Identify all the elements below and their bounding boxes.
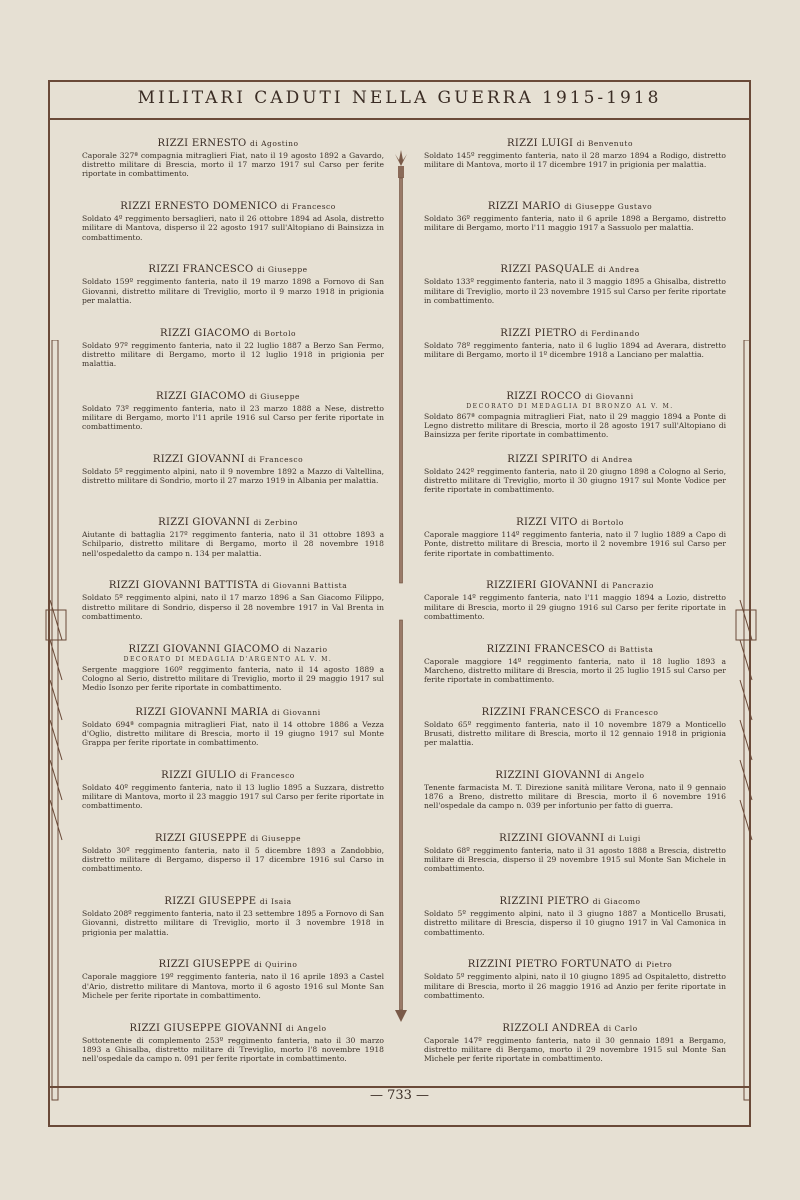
casualty-description: Sergente maggiore 160º reggimento fanteria, nato il 14 agosto 1889 a Cologno al Serio, distretto militare di Treviglio, morto il 29 maggio 1917 sul Medio Isonzo per ferite riportate in combattimento.: [82, 664, 384, 692]
casualty-entry: [414, 833, 726, 883]
parent-name: di Pancrazio: [601, 581, 654, 591]
casualty-description: Caporale 14º reggimento fanteria, nato l'11 maggio 1894 a Lozio, distretto militare di Brescia, morto il 29 giugno 1916 sul Carso per ferite riportate in combattimento.: [424, 593, 726, 621]
casualty-entry: [414, 264, 726, 314]
casualty-description: Soldato 5º reggimento alpini, nato il 3 giugno 1887 a Monticello Brusati, distretto militare di Brescia, disperso il 10 giugno 1917 in Val Camonica in combattimento.: [424, 909, 726, 937]
right-column: [414, 138, 726, 1086]
decoration-note: DECORATO DI MEDAGLIA D'ARGENTO AL V. M.: [123, 655, 333, 663]
casualty-description: Soldato 30º reggimento fanteria, nato il 5 dicembre 1893 a Zandobbio, distretto militare di Bergamo, disperso il 17 dicembre 1916 sul Carso in combattimento.: [82, 846, 384, 874]
parent-name: di Pietro: [635, 960, 673, 970]
casualty-entry: [414, 1023, 726, 1073]
surname: RIZZINI FRANCESCO: [481, 706, 601, 718]
page-number: — 733 —: [369, 1088, 430, 1103]
surname: RIZZOLI ANDREA: [502, 1022, 600, 1034]
decoration-note: DECORATO DI MEDAGLIA DI BRONZO AL V. M.: [466, 402, 674, 410]
casualty-description: Soldato 694ª compagnia mitraglieri Fiat, nato il 14 ottobre 1886 a Vezza d'Oglio, distretto militare di Brescia, morto il 19 giugno 1917 sul Monte Grappa per ferite riportate in combattimento.: [82, 719, 384, 748]
casualty-name: [414, 580, 726, 591]
casualty-name: [414, 264, 726, 275]
fasces-right-icon: [734, 340, 758, 1130]
parent-name: di Giovanni Battista: [261, 581, 348, 591]
casualty-description: Soldato 5º reggimento alpini, nato il 17 marzo 1896 a San Giacomo Filippo, distretto militare di Sondrio, disperso il 28 novembre 1917 in Val Brenta in combattimento.: [82, 593, 384, 621]
surname: RIZZI MARIO: [487, 201, 561, 213]
casualty-description: Soldato 208º reggimento fanteria, nato il 23 settembre 1895 a Fornovo di San Giovanni, distretto militare di Treviglio, morto il 3 novembre 1918 in prigionia per malattia.: [82, 909, 384, 937]
surname: RIZZI PIETRO: [500, 327, 577, 339]
casualty-name: [72, 833, 384, 844]
casualty-entry: [414, 328, 726, 378]
casualty-entry: [72, 1023, 384, 1073]
surname: RIZZI GIOVANNI: [152, 453, 245, 465]
casualty-entry: [72, 454, 384, 504]
parent-name: di Francesco: [280, 202, 336, 212]
surname: RIZZI GIACOMO: [156, 390, 246, 402]
casualty-name: [72, 1023, 384, 1034]
casualty-entry: [72, 896, 384, 946]
casualty-entry: [72, 707, 384, 757]
parent-name: di Carlo: [603, 1023, 638, 1033]
surname: RIZZI GIOVANNI BATTISTA: [108, 580, 259, 592]
casualty-entry: [414, 959, 726, 1009]
surname: RIZZI SPIRITO: [507, 453, 588, 465]
parent-name: di Isaia: [259, 897, 292, 907]
casualty-description: Soldato 4º reggimento bersaglieri, nato il 26 ottobre 1894 ad Asola, distretto militare di Mantova, disperso il 22 agosto 1917 sull'Altopiano di Bainsizza in combattimento.: [82, 214, 384, 242]
surname: RIZZI GIOVANNI: [158, 517, 251, 529]
casualty-entry: [414, 580, 726, 630]
casualty-description: Aiutante di battaglia 217º reggimento fanteria, nato il 31 ottobre 1893 a Schilpario, distretto militare di Bergamo, morto il 28 novembre 1918 nell'ospedaletto da campo n. 134 per malattia.: [82, 530, 384, 558]
casualty-name: [72, 896, 384, 907]
fasces-left-icon: [44, 340, 68, 1130]
casualty-name: [414, 1023, 726, 1034]
casualty-description: Sottotenente di complemento 253º reggimento fanteria, nato il 30 marzo 1893 a Ghisalba, distretto militare di Treviglio, morto l'8 novembre 1918 nell'ospedale da campo n. 091 per ferite riportate in combattimento.: [82, 1035, 384, 1064]
casualty-description: Caporale maggiore 14º reggimento fanteria, nato il 18 luglio 1893 a Marcheno, distretto militare di Brescia, morto il 25 luglio 1915 sul Carso per ferite riportate in combattimento.: [424, 656, 726, 684]
casualty-name: [414, 391, 726, 402]
casualty-name: [72, 770, 384, 781]
casualty-name: [72, 454, 384, 465]
surname: RIZZI GIULIO: [161, 769, 237, 781]
parent-name: di Ferdinando: [580, 328, 640, 338]
casualty-name: [414, 833, 726, 844]
parent-name: di Giacomo: [592, 897, 641, 907]
casualty-description: Soldato 40º reggimento fanteria, nato il 13 luglio 1895 a Suzzara, distretto militare di Mantova, morto il 23 maggio 1917 sul Carso per ferite riportate in combattimento.: [82, 782, 384, 811]
surname: RIZZINI GIOVANNI: [499, 833, 605, 845]
header-rule: [48, 118, 751, 120]
parent-name: di Giuseppe: [249, 391, 300, 401]
casualty-entry: [414, 770, 726, 820]
parent-name: di Francesco: [603, 707, 659, 717]
parent-name: di Francesco: [248, 454, 304, 464]
surname: RIZZI PASQUALE: [500, 264, 595, 276]
parent-name: di Giuseppe Gustavo: [564, 202, 653, 212]
parent-name: di Andrea: [597, 265, 640, 275]
casualty-entry: [414, 896, 726, 946]
casualty-description: Soldato 73º reggimento fanteria, nato il 23 marzo 1888 a Nese, distretto militare di Bergamo, morto l'11 aprile 1916 sul Carso per ferite riportate in combattimento.: [82, 403, 384, 432]
casualty-description: Soldato 145º reggimento fanteria, nato il 28 marzo 1894 a Rodigo, distretto militare di Mantova, morto il 17 dicembre 1917 in prigionia per malattia.: [424, 151, 726, 170]
torch-ornament-icon: [393, 148, 409, 588]
parent-name: di Benvenuto: [576, 139, 633, 148]
surname: RIZZINI PIETRO FORTUNATO: [467, 959, 632, 971]
casualty-entry: [414, 454, 726, 504]
casualty-entry: [414, 644, 726, 694]
casualty-description: Soldato 78º reggimento fanteria, nato il 6 luglio 1894 ad Averara, distretto militare di Bergamo, morto il 1º dicembre 1918 a Lanciano per malattia.: [424, 340, 726, 359]
surname: RIZZI ERNESTO DOMENICO: [120, 201, 278, 213]
casualty-entry: [72, 328, 384, 378]
casualty-name: [72, 264, 384, 275]
casualty-entry: [414, 391, 726, 441]
casualty-name: [414, 896, 726, 907]
parent-name: di Francesco: [239, 770, 295, 780]
casualty-description: Soldato 5º reggimento alpini, nato il 10 giugno 1895 ad Ospitaletto, distretto militare di Brescia, morto il 26 maggio 1916 ad Anzio per ferite riportate in combattimento.: [424, 972, 726, 1000]
page-title: MILITARI CADUTI NELLA GUERRA 1915-1918: [137, 88, 662, 108]
surname: RIZZI FRANCESCO: [148, 264, 254, 276]
casualty-description: Soldato 68º reggimento fanteria, nato il 31 agosto 1888 a Brescia, distretto militare di Brescia, disperso il 29 novembre 1915 sul Monte San Michele in combattimento.: [424, 846, 726, 874]
casualty-description: Soldato 867ª compagnia mitraglieri Fiat, nato il 29 maggio 1894 a Ponte di Legno distretto militare di Brescia, morto il 28 agosto 1917 sull'Altopiano di Bainsizza per ferite riportate in combattimento.: [424, 411, 726, 440]
surname: RIZZI GIUSEPPE GIOVANNI: [129, 1022, 283, 1034]
parent-name: di Quirino: [254, 960, 298, 970]
surname: RIZZINI GIOVANNI: [495, 769, 601, 781]
casualty-entry: [72, 517, 384, 567]
parent-name: di Angelo: [286, 1023, 327, 1033]
surname: RIZZINI PIETRO: [499, 896, 590, 908]
left-column: [72, 138, 384, 1086]
casualty-description: Caporale maggiore 19º reggimento fanteria, nato il 16 aprile 1893 a Castel d'Ario, distretto militare di Mantova, morto il 6 agosto 1916 sul Monte San Michele per ferite riportate in combattimento.: [82, 972, 384, 1000]
parent-name: di Nazario: [282, 644, 328, 654]
casualty-name: [72, 328, 384, 339]
parent-name: di Battista: [608, 644, 654, 654]
parent-name: di Agostino: [250, 139, 299, 148]
parent-name: di Bortolo: [253, 328, 296, 338]
casualty-entry: [72, 580, 384, 630]
casualty-name: [414, 517, 726, 528]
casualty-entry: [414, 201, 726, 251]
casualty-description: Soldato 97º reggimento fanteria, nato il 22 luglio 1887 a Berzo San Fermo, distretto militare di Bergamo, morto il 12 luglio 1918 in prigionia per malattia.: [82, 340, 384, 368]
casualty-entry: [72, 833, 384, 883]
casualty-description: Caporale 147º reggimento fanteria, nato il 30 gennaio 1891 a Bergamo, distretto militare di Bergamo, morto il 29 novembre 1915 sul Monte San Michele per ferite riportate in combattimento.: [424, 1035, 726, 1064]
casualty-entry: [72, 201, 384, 251]
casualty-name: [72, 391, 384, 402]
casualty-description: Soldato 133º reggimento fanteria, nato il 3 maggio 1895 a Ghisalba, distretto militare di Treviglio, morto il 23 novembre 1915 sul Carso per ferite riportate in combattimento.: [424, 277, 726, 305]
surname: RIZZI VITO: [516, 517, 578, 529]
casualty-name: [72, 707, 384, 718]
casualty-entry: [72, 644, 384, 694]
surname: RIZZI GIUSEPPE: [154, 833, 247, 845]
parent-name: di Giovanni: [271, 707, 321, 717]
casualty-name: [72, 959, 384, 970]
parent-name: di Bortolo: [581, 518, 624, 528]
casualty-name: [72, 201, 384, 212]
casualty-entry: [72, 770, 384, 820]
casualty-entry: [72, 264, 384, 314]
casualty-entry: [72, 138, 384, 188]
casualty-description: Caporale maggiore 114º reggimento fanteria, nato il 7 luglio 1889 a Capo di Ponte, distretto militare di Brescia, morto il 2 novembre 1916 sul Carso per ferite riportate in combattimento.: [424, 530, 726, 558]
casualty-description: Soldato 159º reggimento fanteria, nato il 19 marzo 1898 a Fornovo di San Giovanni, distretto militare di Treviglio, morto il 9 marzo 1918 in prigionia per malattia.: [82, 277, 384, 305]
parent-name: di Andrea: [591, 454, 633, 464]
surname: RIZZI LUIGI: [507, 138, 574, 149]
casualty-description: Soldato 65º reggimento fanteria, nato il 10 novembre 1879 a Monticello Brusati, distretto militare di Brescia, morto il 12 gennaio 1918 in prigionia per malattia.: [424, 719, 726, 748]
casualty-name: [414, 201, 726, 212]
casualty-description: Caporale 327ª compagnia mitraglieri Fiat, nato il 19 agosto 1892 a Gavardo, distretto militare di Brescia, morto il 17 marzo 1917 sul Carso per ferite riportate in combattimento.: [82, 151, 384, 179]
casualty-entry: [414, 707, 726, 757]
casualty-entry: [72, 391, 384, 441]
casualty-name: [72, 517, 384, 528]
casualty-name: [72, 644, 384, 655]
casualty-entry: [414, 517, 726, 567]
parent-name: di Giovanni: [584, 391, 634, 401]
parent-name: di Giuseppe: [250, 834, 302, 844]
parent-name: di Luigi: [607, 834, 641, 844]
surname: RIZZI GIOVANNI GIACOMO: [128, 643, 280, 655]
parent-name: di Zerbino: [253, 518, 298, 528]
surname: RIZZI ROCCO: [506, 390, 582, 402]
parent-name: di Angelo: [604, 770, 645, 780]
casualty-name: [414, 770, 726, 781]
surname: RIZZI GIUSEPPE: [158, 959, 251, 971]
parent-name: di Giuseppe: [256, 265, 308, 275]
surname: RIZZINI FRANCESCO: [486, 643, 606, 655]
surname: RIZZI GIOVANNI MARIA: [135, 706, 269, 718]
casualty-name: [414, 328, 726, 339]
surname: RIZZI GIUSEPPE: [164, 896, 257, 908]
surname: RIZZIERI GIOVANNI: [486, 580, 598, 592]
rod-ornament-icon: [393, 610, 409, 1025]
casualty-entry: [414, 138, 726, 188]
casualty-name: [72, 580, 384, 591]
casualty-description: Soldato 5º reggimento alpini, nato il 9 novembre 1892 a Mazzo di Valtellina, distretto militare di Sondrio, morto il 27 marzo 1919 in Albania per malattia.: [82, 466, 384, 486]
casualty-name: [414, 454, 726, 465]
casualty-name: [414, 644, 726, 655]
casualty-description: Soldato 36º reggimento fanteria, nato il 6 aprile 1898 a Bergamo, distretto militare di Bergamo, morto l'11 maggio 1917 a Sassuolo per malattia.: [424, 214, 726, 233]
casualty-description: Soldato 242º reggimento fanteria, nato il 20 giugno 1898 a Cologno al Serio, distretto militare di Treviglio, morto il 30 giugno 1917 sul Monte Vodice per ferite riportate in combattimento.: [424, 466, 726, 495]
surname: RIZZI ERNESTO: [157, 138, 247, 149]
casualty-name: [414, 138, 726, 149]
casualty-name: [414, 959, 726, 970]
casualty-name: [414, 707, 726, 718]
surname: RIZZI GIACOMO: [160, 327, 250, 339]
casualty-description: Tenente farmacista M. T. Direzione sanità militare Verona, nato il 9 gennaio 1876 a Breno, distretto militare di Brescia, morto il 6 novembre 1916 nell'ospedale da campo n. 039 per infortunio per fatto di guerra.: [424, 782, 726, 811]
casualty-name: [72, 138, 384, 149]
casualty-entry: [72, 959, 384, 1009]
